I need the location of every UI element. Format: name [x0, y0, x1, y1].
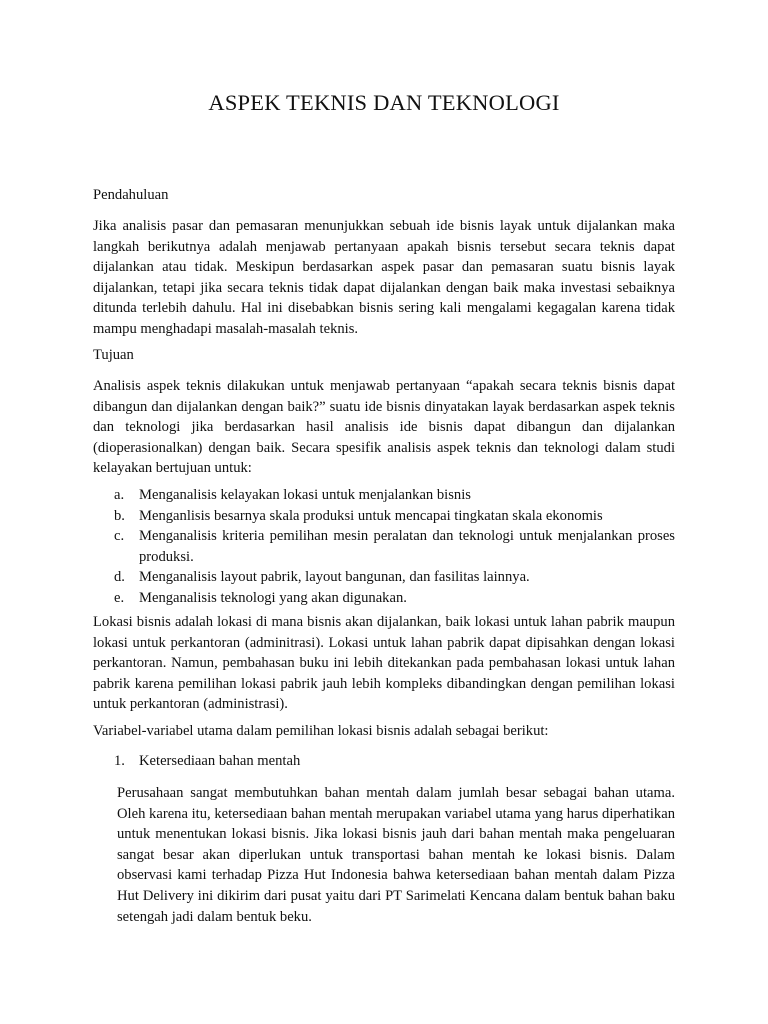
variabel-paragraph: Variabel-variabel utama dalam pemilihan lokasi bisnis adalah sebagai berikut: [93, 723, 549, 739]
list-marker: e. [114, 589, 125, 606]
list-item [93, 485, 675, 506]
pendahuluan-paragraph: Jika analisis pasar dan pemasaran menunjukkan sebuah ide bisnis layak untuk dijalankan maka langkah berikutnya adalah menjawab pertanyaan apakah bisnis tersebut secara teknis dapat dijalankan atau tidak. Meskipun berdasarkan aspek pasar dan pemasaran suatu bisnis layak dijalankan, tetapi jika secara teknis tidak dapat dijalankan dengan baik maka investasi sebaiknya ditunda terlebih dahulu. Hal ini disebabkan bisnis sering kali mengalami kegagalan karena tidak mampu menghadapi masalah-masalah teknis. [93, 218, 675, 337]
list-item [93, 751, 675, 772]
tujuan-paragraph: Analisis aspek teknis dilakukan untuk menjawab pertanyaan “apakah secara teknis bisnis dapat dibangun dan dijalankan dengan baik?” suatu ide bisnis dinyatakan layak berdasarkan aspek teknis dan teknologi jika berdasarkan hasil analisis ide bisnis dapat dibangun dan dijalankan (dioperasionalkan) dengan baik. Secara spesifik analisis aspek teknis dan teknologi dalam studi kelayakan bertujuan untuk: [93, 378, 675, 477]
list-marker: a. [114, 487, 125, 503]
list-marker: 1. [114, 753, 125, 769]
document-title: ASPEK TEKNIS DAN TEKNOLOGI [208, 90, 560, 115]
list-marker: d. [114, 569, 125, 586]
bahan-mentah-paragraph: Perusahaan sangat membutuhkan bahan mentah dalam jumlah besar sebagai bahan utama. Oleh karena itu, ketersediaan bahan mentah merupakan variabel utama yang harus diperhatikan untuk menentukan lokasi bisnis. Jika lokasi bisnis jauh dari bahan mentah maka pengeluaran sangat besar akan diperlukan untuk transportasi bahan mentah ke lokasi bisnis. Dalam observasi kami terhadap Pizza Hut Indonesia bahwa ketersediaan bahan mentah dalam Pizza Hut Delivery ini dikirim dari pusat yaitu dari PT Sarimelati Kencana dalam bentuk bahan baku setengah jadi dalam bentuk beku. [117, 785, 675, 925]
list-item-text: Ketersediaan bahan mentah [139, 753, 301, 769]
list-item [93, 567, 675, 588]
variabel-list [93, 751, 675, 772]
list-item-text: Menganalisis kriteria pemilihan mesin peralatan dan teknologi untuk menjalankan proses produksi. [139, 528, 675, 565]
tujuan-list [93, 485, 675, 609]
list-item-text: Menganalisis kelayakan lokasi untuk menjalankan bisnis [139, 487, 471, 503]
list-item [93, 506, 675, 527]
list-marker: b. [114, 507, 125, 524]
list-item-text: Menganalisis layout pabrik, layout bangunan, dan fasilitas lainnya. [139, 569, 530, 586]
list-item [93, 588, 675, 609]
lokasi-paragraph: Lokasi bisnis adalah lokasi di mana bisnis akan dijalankan, baik lokasi untuk lahan pabrik maupun lokasi untuk perkantoran (adminitrasi). Lokasi untuk lahan pabrik dapat dipisahkan dengan lokasi perkantoran. Namun, pembahasan buku ini lebih ditekankan pada pembahasan lokasi untuk lahan pabrik karena pemilihan lokasi pabrik jauh lebih kompleks dibandingkan dengan pemilihan lokasi untuk perkantoran (administrasi). [93, 614, 675, 713]
pendahuluan-heading: Pendahuluan [93, 187, 169, 203]
list-item [93, 526, 675, 567]
tujuan-heading: Tujuan [93, 347, 134, 363]
list-item-text: Menganlisis besarnya skala produksi untuk mencapai tingkatan skala ekonomis [139, 507, 603, 524]
list-marker: c. [114, 528, 125, 545]
list-item-text: Menganalisis teknologi yang akan digunakan. [139, 589, 407, 606]
